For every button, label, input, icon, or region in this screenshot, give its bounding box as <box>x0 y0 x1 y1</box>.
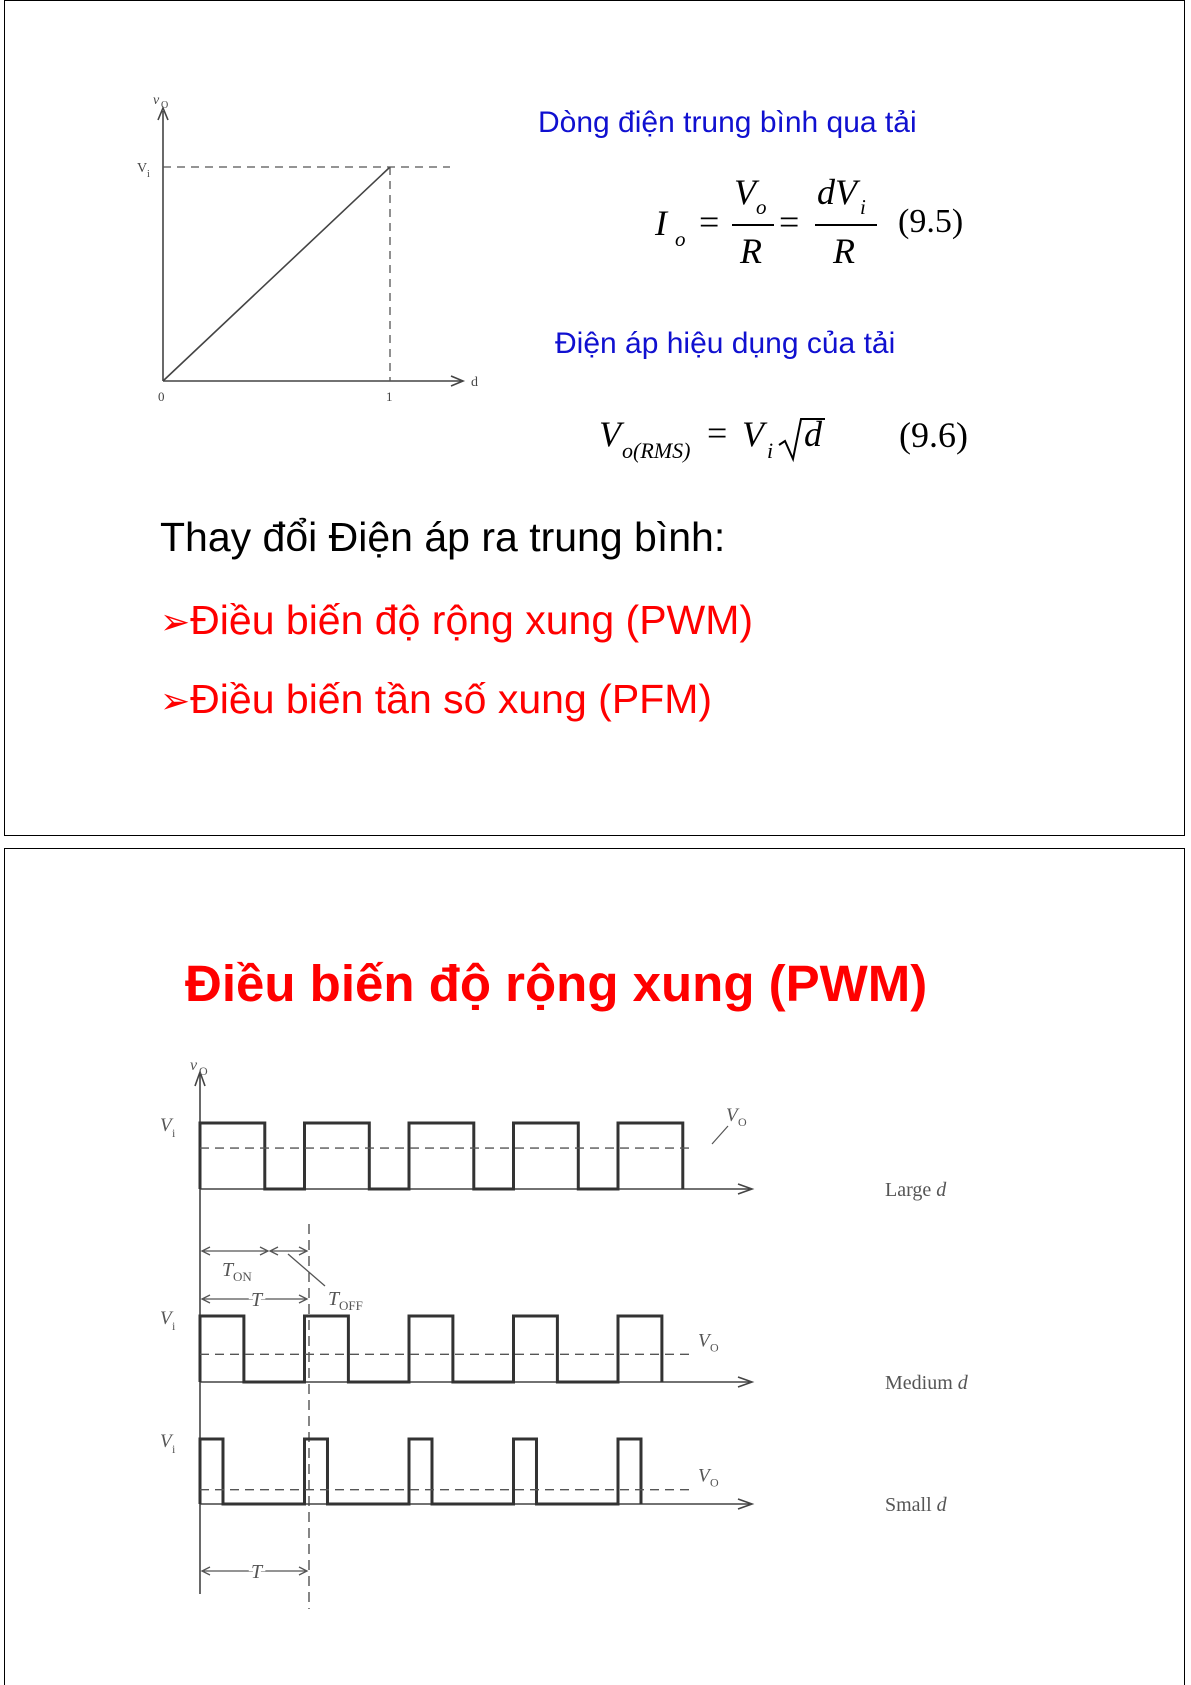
graph-x-label: d <box>471 375 478 390</box>
vo-label-sub: O <box>738 1115 747 1129</box>
vi-label: V <box>160 1308 172 1329</box>
pulse-train-row-2 <box>200 1316 662 1382</box>
graph-origin-label: 0 <box>158 389 165 404</box>
bullet-pwm-label: Điều biến độ rộng xung (PWM) <box>190 597 754 643</box>
vo-label-sub: O <box>710 1475 719 1490</box>
eq1-frac1-num-sub: o <box>756 195 767 219</box>
eq2-number: (9.6) <box>899 415 968 455</box>
row-caption: Small d <box>885 1494 947 1516</box>
eq2-rhs-sub: i <box>767 438 774 463</box>
eq1-equals-2: = <box>779 202 800 242</box>
graph-y-label: v <box>153 93 160 108</box>
vi-label: V <box>160 1115 172 1136</box>
current-heading: Dòng điện trung bình qua tải <box>538 106 917 139</box>
vi-label-sub: i <box>172 1442 176 1456</box>
vo-label-sub: O <box>710 1340 719 1355</box>
eq1-lhs: I <box>655 203 667 243</box>
vo-label: V <box>698 1465 710 1487</box>
slide-1 <box>4 0 1185 836</box>
eq1-lhs-sub: o <box>675 227 686 251</box>
vi-label-sub: i <box>172 1126 176 1140</box>
equation-9-6 <box>599 413 989 473</box>
bullet-pwm <box>160 597 753 644</box>
eq1-frac2-den: R <box>833 231 855 271</box>
graph-vi-sub: i <box>147 169 150 180</box>
arrow-bullet-icon: ➢ <box>160 601 191 642</box>
ton-label: T <box>222 1259 234 1281</box>
vi-label: V <box>160 1431 172 1452</box>
eq2-equals: = <box>707 413 728 453</box>
eq2-rhs: V <box>742 414 764 454</box>
eq2-lhs: V <box>599 414 621 454</box>
eq1-frac1-den: R <box>740 231 762 271</box>
bullet-pfm <box>160 676 712 723</box>
vo-vs-d-graph <box>137 86 485 406</box>
eq1-frac2-num-sub: i <box>860 195 866 219</box>
rms-heading: Điện áp hiệu dụng của tải <box>555 327 896 360</box>
slide-title: Điều biến độ rộng xung (PWM) <box>185 955 928 1012</box>
bullet-pfm-label: Điều biến tần số xung (PFM) <box>190 676 713 722</box>
graph-y-label-sub: O <box>161 100 169 111</box>
eq1-frac1-bar <box>732 224 774 226</box>
wf-y-label-sub: O <box>199 1064 208 1078</box>
eq2-lhs-sub: o(RMS) <box>622 438 691 463</box>
pulse-train-row-1 <box>200 1123 683 1189</box>
toff-label-sub: OFF <box>339 1298 363 1313</box>
eq1-frac2-num: dV <box>817 172 857 212</box>
change-voltage-text: Thay đổi Điện áp ra trung bình: <box>160 514 726 560</box>
pwm-waveform-diagram <box>160 1054 1020 1614</box>
graph-linear-line <box>163 167 390 381</box>
ton-label-sub: ON <box>233 1269 252 1284</box>
eq1-equals-1: = <box>699 202 720 242</box>
vo-label: V <box>726 1105 738 1126</box>
toff-leader-line <box>288 1254 325 1286</box>
period-label-bottom: T <box>251 1561 263 1583</box>
toff-label: T <box>328 1288 340 1310</box>
row-caption: Large d <box>885 1179 947 1201</box>
equation-9-5 <box>655 172 985 277</box>
arrow-bullet-icon: ➢ <box>160 680 191 721</box>
eq1-frac1-num: V <box>734 172 756 212</box>
vo-leader-line <box>712 1126 728 1144</box>
period-label: T <box>251 1289 263 1311</box>
graph-one-label: 1 <box>386 389 393 404</box>
eq1-number: (9.5) <box>898 203 964 240</box>
slide-2 <box>4 848 1185 1685</box>
wf-y-label: v <box>190 1057 198 1074</box>
eq2-sqrt-arg: d <box>804 414 822 454</box>
row-caption: Medium d <box>885 1372 968 1394</box>
graph-vi-label: V <box>137 161 148 176</box>
pulse-train-row-3 <box>200 1439 641 1504</box>
eq1-frac2-bar <box>815 224 877 226</box>
vi-label-sub: i <box>172 1319 176 1333</box>
vo-label: V <box>698 1330 710 1352</box>
